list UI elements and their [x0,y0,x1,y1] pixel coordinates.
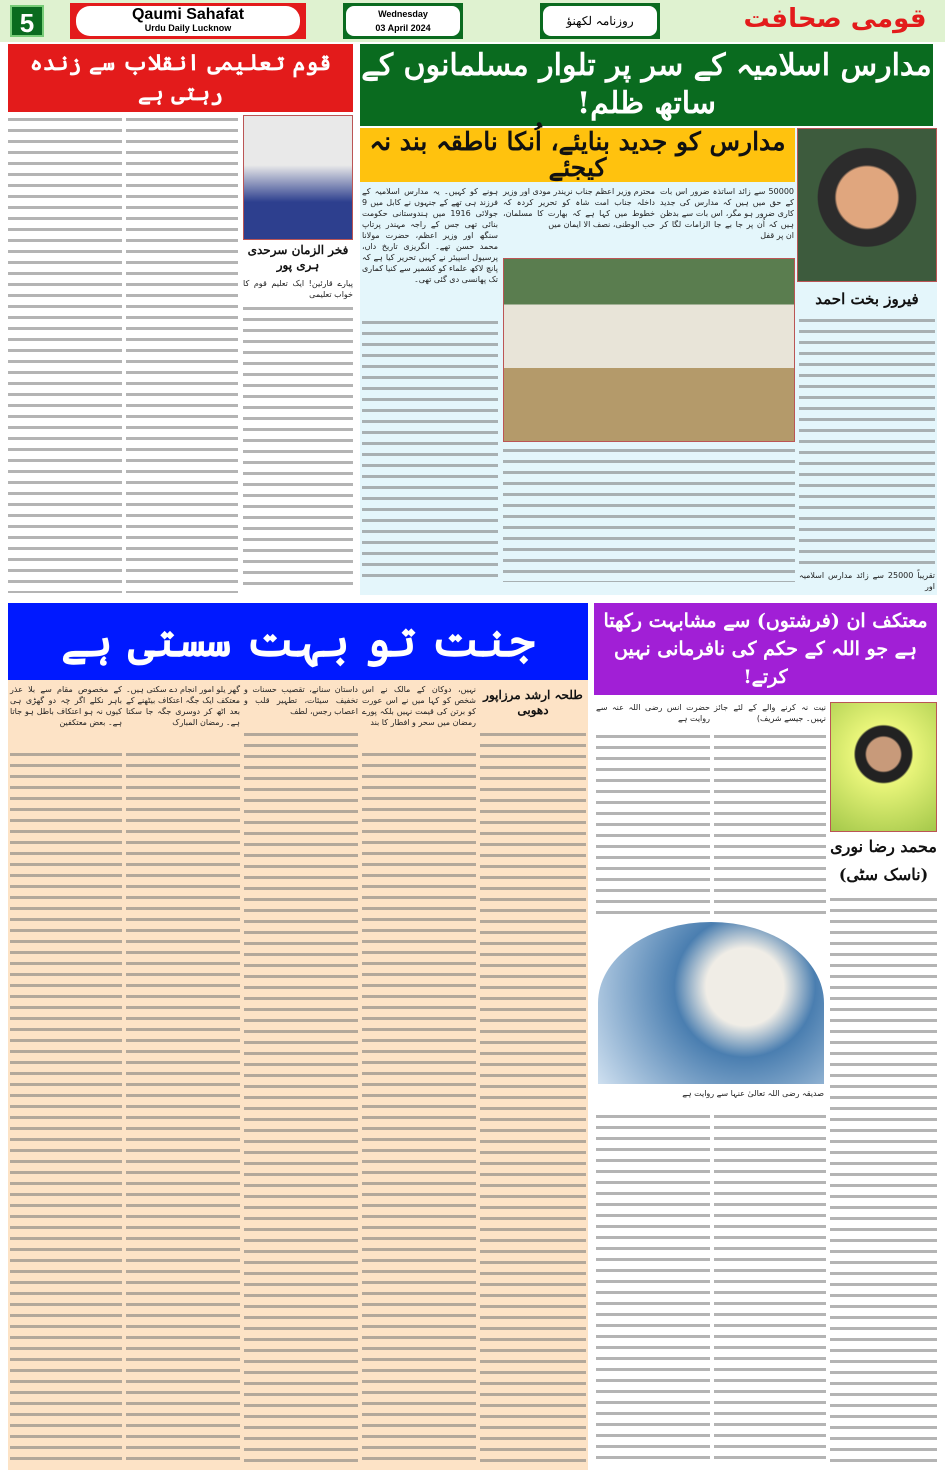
headline-left: قوم تعلیمی انقلاب سے زندہ رہتی ہے [8,44,353,112]
madrasa-photo [503,258,795,442]
jannat-col2: داستان سنانے، تقصیب حسنات و تخفیف سیئات، تطہیر قلب و اعصاب رجس، لطف [244,685,358,716]
roznama: روزنامہ لکھنؤ [543,6,657,36]
urdu-logo: قومی صحافت [743,4,927,34]
footer-main: تقریباً 25000 سے زائد مدارس اسلامیہ اور [799,571,935,591]
roznama-box [540,3,660,39]
headline-jannat: جنت تو بہت سستی ہے [8,603,588,680]
jannat-col3: گھر یلو امور انجام دے سکتی ہیں۔ معتکف ایک جگہ اعتکاف بیٹھنے کے بعد اٹھ کر دوسری جگہ جا سکتا ہے۔ رمضان المبارک [125,685,240,727]
text-column [480,730,586,1465]
text-column [362,750,476,1465]
byline-itikaf-place: (ناسک سٹی) [838,865,929,884]
byline-main: فیروز بخت احمد [815,290,919,308]
text-column [244,730,358,1465]
text-column [243,304,353,593]
jannat-col4: کے مخصوص مقام سے بلا عذر باہر نکلے اگر چہ دو گھڑی ہی کیوں نہ ہو اعتکاف باطل ہو جاتا ہے۔ بعض معتکفین [10,685,122,727]
text-column [503,446,795,582]
text-column [799,316,935,566]
jannat-col1: نہیں، دوکان کے مالک نے اس شخص کو کہا میں نے اس عورت کو برتن کی قیمت نہیں بلکہ پورے رمضان میں سحر و افطار کا بند [362,685,476,727]
author-photo-main [797,128,937,282]
date: 03 April 2024 [375,23,431,33]
author-photo-left [243,115,353,240]
itikaf-caption: صدیقہ رضی اللہ تعالیٰ عنہا سے روایت ہے [682,1089,824,1098]
prayer-photo [598,922,824,1084]
itikaf-col2: حضرت انس رضی اللہ عنہ سے روایت ہے [596,703,710,723]
brand-box [70,3,306,39]
col2-lead: محترم وزیر اعظم جناب نریندر مودی اور وزیر داخلہ جناب امت شاہ کو تحریر کردہ کہ خطوط میں کہا ہے کہ بھارت کا مسلمان، حب الوطنی، نصف الا ایمان میں [503,187,655,229]
byline-left: فخر الزمان سرحدی ہری پور [247,243,349,272]
col3-lead: ہونے کو کہیں۔ یہ مدارس اسلامیہ کے فرزند ہی تھے کے جنہوں نے کابل میں 9 جولائی 1916 میں ہندوستانی حکومت بنائی تھی جس کے راجہ مہندر پرتاپ سنگھ اور وزیر اعظم، حضرت مولانا محمد حسن تھے۔ انگریزی تاریخ داں، پرسیول اسپیئر نے کہیں تحریر کیا ہے کہ پانچ لاکھ علماء کو کشمیر سے کنیا کماری تک پھانسی دی گئی تھی۔ [362,187,499,284]
text-column [830,895,937,1465]
headline-itikaf: معتکف ان (فرشتوں) سے مشابہت رکھتا ہے جو اللہ کے حکم کی نافرمانی نہیں کرتے! [594,603,937,695]
text-column [714,1112,826,1466]
text-column [126,750,240,1465]
text-column [10,750,122,1465]
itikaf-col1: نیت نہ کرنے والے کے لئے جائز نہیں۔ جیسے شریف) [714,703,826,723]
subheadline-main: مدارس کو جدید بنایئے، اُنکا ناطقہ بند نہ کیجئے [360,128,795,182]
headline-main: مدارس اسلامیہ کے سر پر تلوار مسلمانوں کے ساتھ ظلم! [360,44,937,126]
text-column [714,732,826,918]
byline-itikaf-name: محمد رضا نوری [830,837,937,856]
byline-jannat: طلحہ ارشد مرزاپور دھوبی [483,688,583,717]
brand-subtitle: Urdu Daily Lucknow [144,23,232,33]
brand-title: Qaumi Sahafat [131,6,245,23]
col1-lead: 50000 سے زائد اساتذہ ضرور اس بات کے حق میں ہیں کہ مدارس کی جدید کاری ضرور ہو مگر، اس بات سے بدظن ہیں کہ اُن پر جا بے جا الزامات لگا کر ان پر قفل [660,187,794,240]
date-box [343,3,463,39]
text-column [126,115,238,593]
author-photo-itikaf [830,702,937,832]
lead-left: پیارے قارئین! ایک تعلیم قوم کا خواب تعلیمی [243,279,353,299]
text-column [596,732,710,916]
text-column [362,318,498,582]
page-number: 5 [10,5,44,37]
day: Wednesday [378,9,428,19]
text-column [596,1112,710,1466]
text-column [8,115,122,593]
